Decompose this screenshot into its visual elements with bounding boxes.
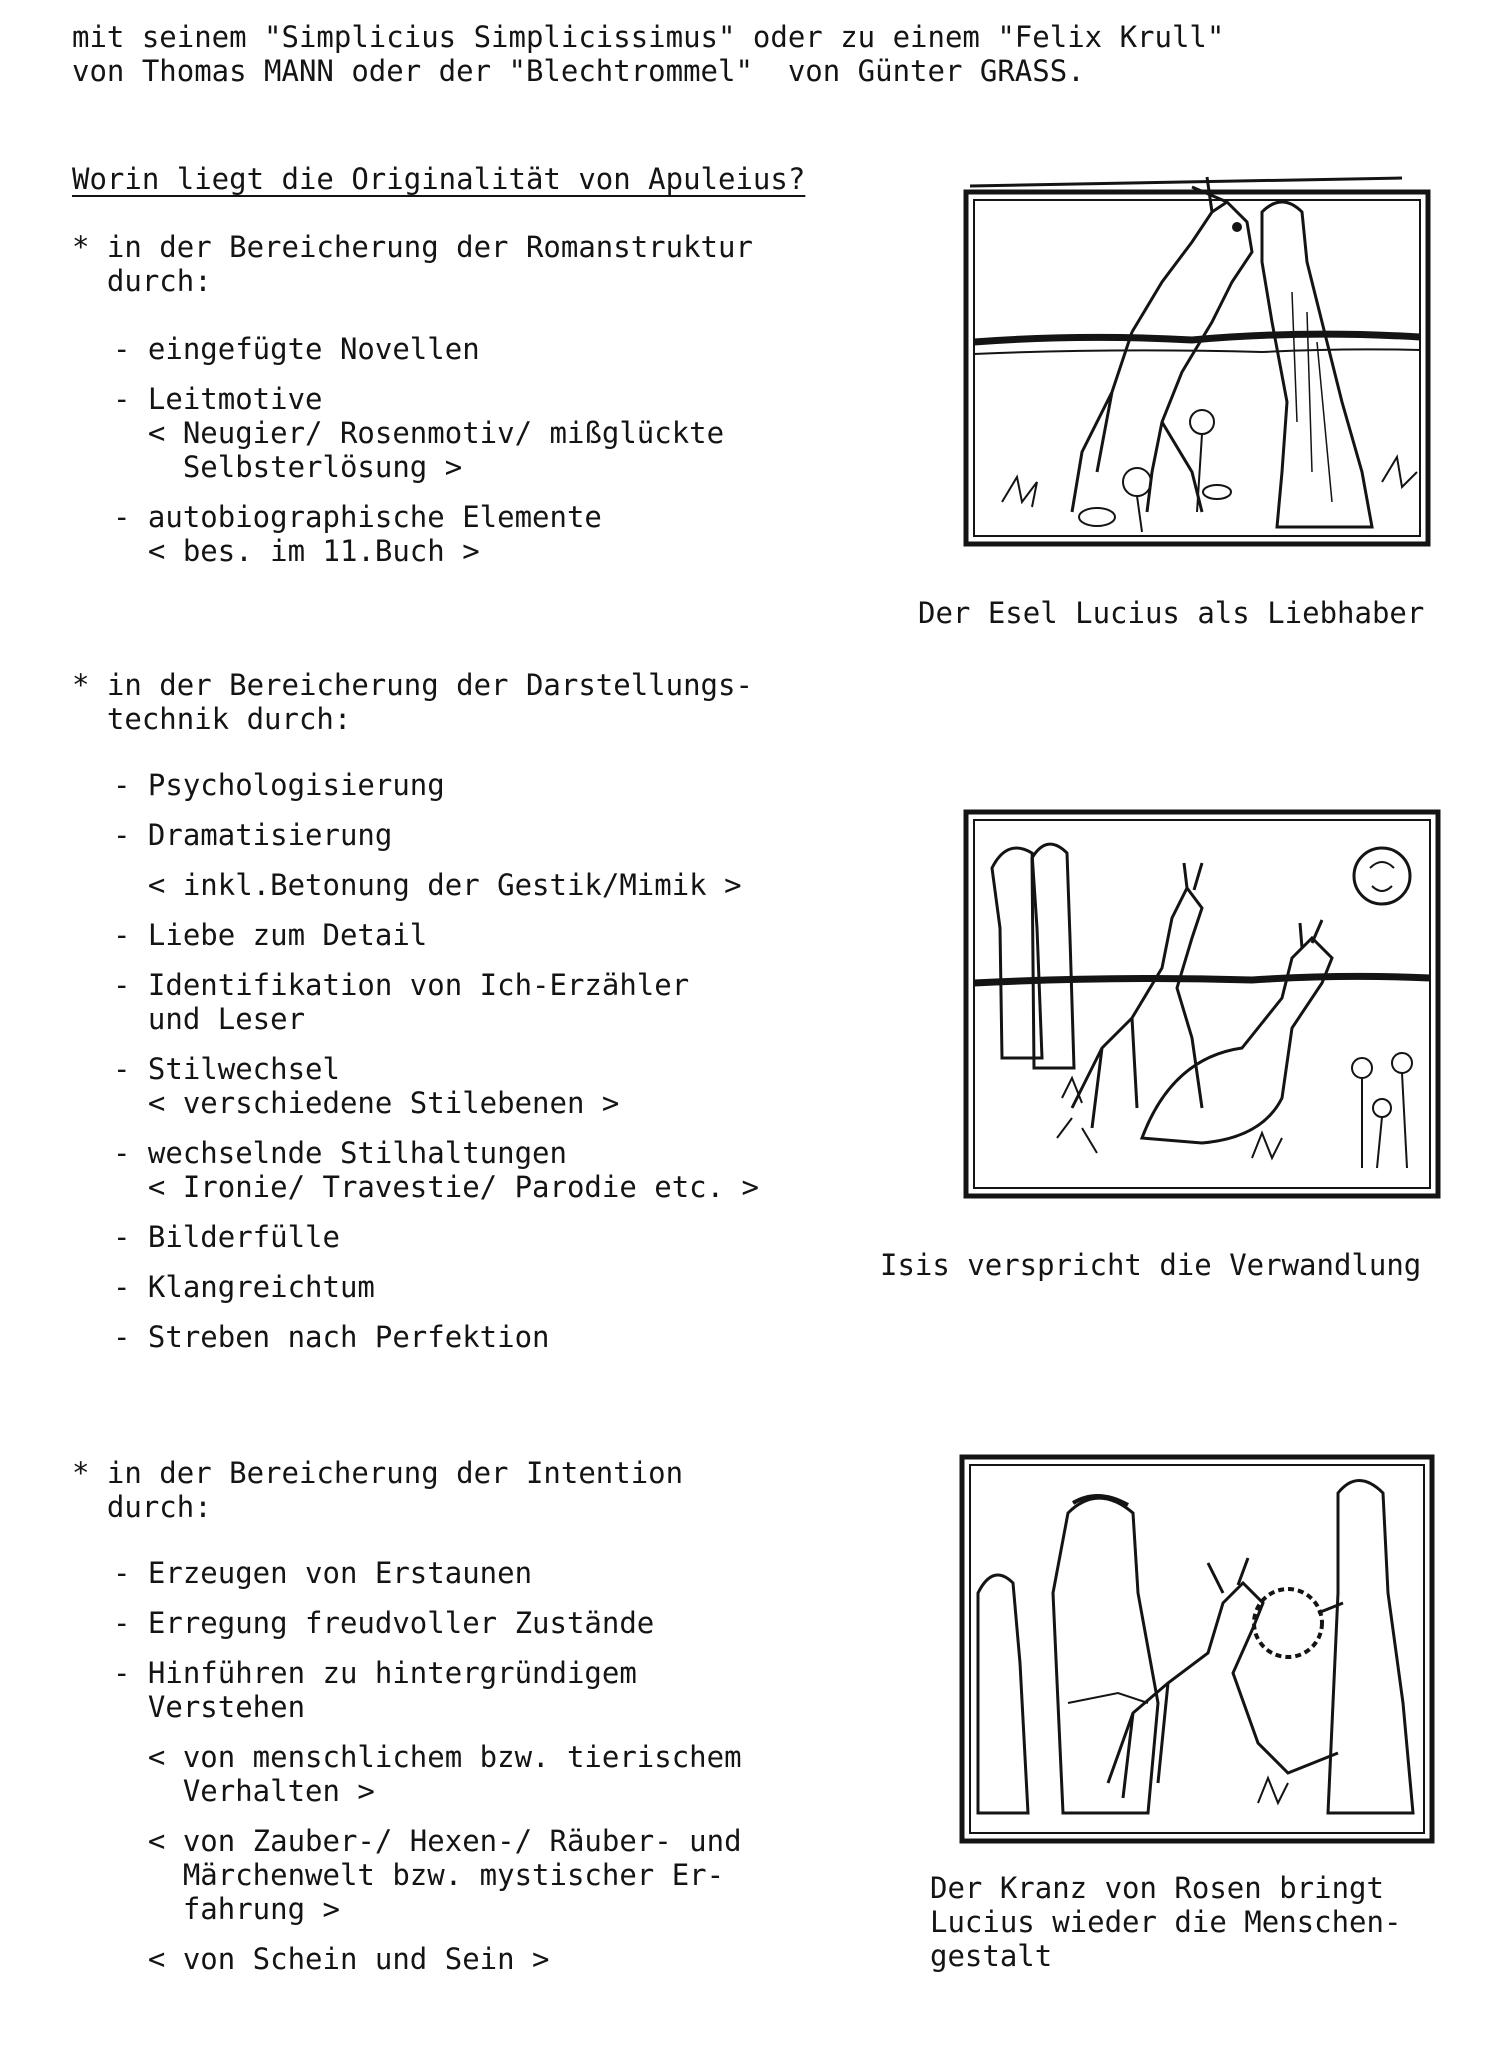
section2-item: - wechselnde Stilhaltungen [113,1136,567,1170]
section1-item: - autobiographische Elemente [113,500,602,534]
figure1-caption: Der Esel Lucius als Liebhaber [918,596,1425,630]
woodcut-rose-wreath-illustration [958,1453,1436,1845]
section2-item: - Psychologisierung [113,768,445,802]
section2-item: - Dramatisierung [113,818,393,852]
section2-item: < verschiedene Stilebenen > [113,1086,620,1120]
section1-item: - Leitmotive [113,382,323,416]
section2-item: - Klangreichtum [113,1270,375,1304]
section2-item: < inkl.Betonung der Gestik/Mimik > [113,868,742,902]
intro-line-1: mit seinem "Simplicius Simplicissimus" oder zu einem "Felix Krull" [72,20,1225,54]
section2-item: - Stilwechsel [113,1052,340,1086]
section3-item: < von menschlichem bzw. tierischem [113,1740,742,1774]
woodcut-donkey-lover-illustration [962,172,1432,547]
section2-title-line2: technik durch: [72,702,352,736]
intro-line-2: von Thomas MANN oder der "Blechtrommel" von Günter GRASS. [72,54,1085,88]
section3-item: < von Schein und Sein > [113,1942,550,1976]
figure3-caption-line1: Der Kranz von Rosen bringt [930,1871,1384,1905]
woodcut-isis-scene-illustration [962,808,1442,1200]
section3-item: fahrung > [113,1892,340,1926]
section2-title-line1: * in der Bereicherung der Darstellungs- [72,668,753,702]
section3-item: - Erzeugen von Erstaunen [113,1556,533,1590]
figure3-caption-line2: Lucius wieder die Menschen- [930,1905,1402,1939]
section2-item: - Bilderfülle [113,1220,340,1254]
section3-title-line1: * in der Bereicherung der Intention [72,1456,684,1490]
section-heading: Worin liegt die Originalität von Apuleius? [72,162,806,196]
section2-item: - Identifikation von Ich-Erzähler [113,968,690,1002]
section1-item: - eingefügte Novellen [113,332,480,366]
section1-item: Selbsterlösung > [113,450,463,484]
section2-item: und Leser [113,1002,306,1036]
section1-title-line2: durch: [72,264,212,298]
section2-item: - Streben nach Perfektion [113,1320,550,1354]
section1-title-line1: * in der Bereicherung der Romanstruktur [72,230,753,264]
section2-item: < Ironie/ Travestie/ Parodie etc. > [113,1170,760,1204]
section3-item: Verstehen [113,1690,306,1724]
section3-title-line2: durch: [72,1490,212,1524]
section2-item: - Liebe zum Detail [113,918,428,952]
figure2-caption: Isis verspricht die Verwandlung [880,1248,1422,1282]
section3-item: Verhalten > [113,1774,375,1808]
section3-item: - Erregung freudvoller Zustände [113,1606,655,1640]
section1-item: < bes. im 11.Buch > [113,534,480,568]
figure3-caption-line3: gestalt [930,1939,1053,1973]
section3-item: < von Zauber-/ Hexen-/ Räuber- und [113,1824,742,1858]
section1-item: < Neugier/ Rosenmotiv/ mißglückte [113,416,725,450]
section3-item: - Hinführen zu hintergründigem [113,1656,637,1690]
section3-item: Märchenwelt bzw. mystischer Er- [113,1858,725,1892]
